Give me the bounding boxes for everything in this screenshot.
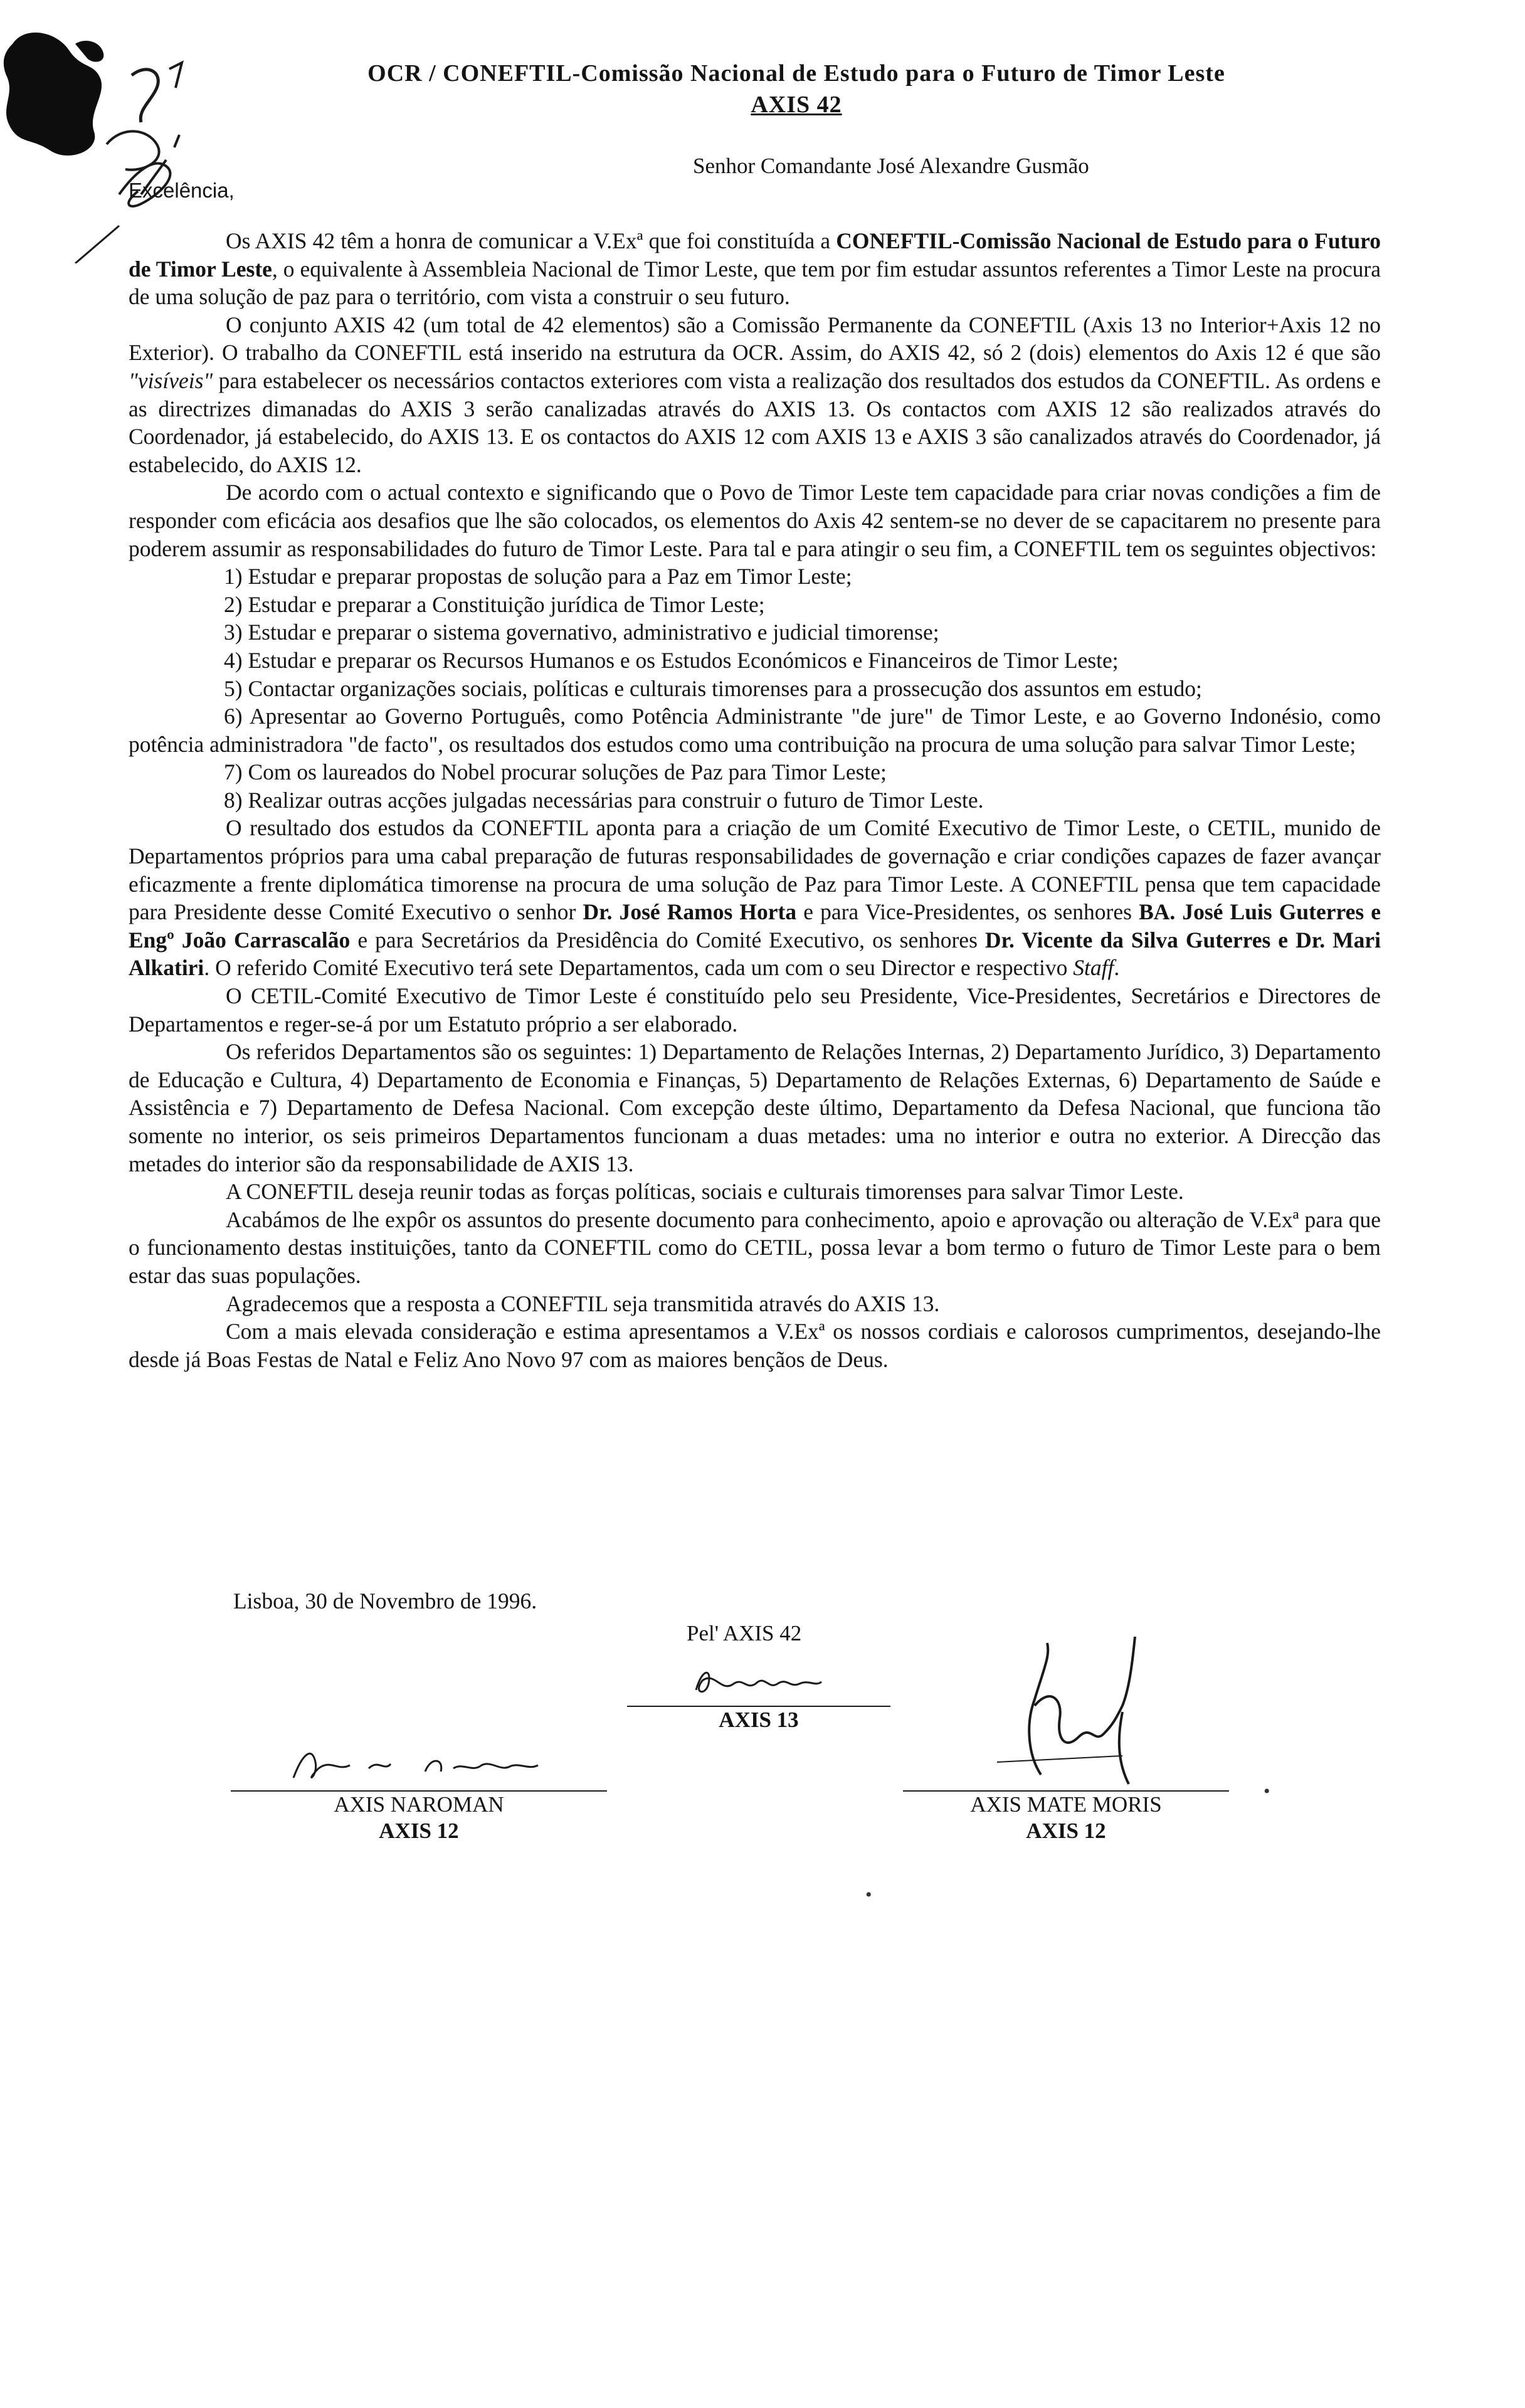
objective-item: 6) Apresentar ao Governo Português, como Potência Administrante "de jure" de Timor Leste, e ao Governo Indonésio, como potência administradora "de facto", os resultados dos estudos como uma contribuição na procura de uma solução para salvar Timor Leste; <box>129 704 1381 757</box>
signature-matemoris <box>890 1630 1242 1844</box>
letter-body <box>129 227 1381 1373</box>
paragraph-intro: Os AXIS 42 têm a honra de comunicar a V.Exª que foi constituída a CONEFTIL-Comissão Nacional de Estudo para o Futuro de Timor Leste, o equivalente à Assembleia Nacional de Timor Leste, que tem por fim estudar assuntos referentes a Timor Leste na procura de uma solução de paz para o território, com vista a construir o seu futuro. <box>129 228 1381 310</box>
objective-item: 8) Realizar outras acções julgadas necessárias para construir o futuro de Timor Leste. <box>224 787 984 813</box>
subtitle-line: AXIS 42 <box>751 92 842 118</box>
paragraph-departments: Os referidos Departamentos são os seguintes: 1) Departamento de Relações Internas, 2) Departamento Jurídico, 3) Departamento de Educação e Cultura, 4) Departamento de Economia e Finanças, 5) Departamento de Relações Externas, 6) Departamento de Saúde e Assistência e 7) Departamento de Defesa Nacional. Com excepção deste último, Departamento da Defesa Nacional, que funciona tão somente no interior, os seis primeiros Departamentos funcionam a duas metades: uma no interior e outra no exterior. A Direcção das metades do interior são da responsabilidade de AXIS 13. <box>129 1039 1381 1176</box>
objective-item: 3) Estudar e preparar o sistema governativo, administrativo e judicial timorense; <box>224 620 939 645</box>
objective-item: 7) Com os laureados do Nobel procurar soluções de Paz para Timor Leste; <box>224 759 887 785</box>
paragraph-reply: Agradecemos que a resposta a CONEFTIL seja transmitida através do AXIS 13. <box>226 1291 940 1316</box>
signature-role: AXIS 12 <box>1026 1819 1106 1843</box>
objective-item: 4) Estudar e preparar os Recursos Humanos e os Estudos Económicos e Financeiros de Timor Leste; <box>224 647 1119 673</box>
title-line: OCR / CONEFTIL-Comissão Nacional de Estudo para o Futuro de Timor Leste <box>367 60 1225 87</box>
paragraph-closing: Com a mais elevada consideração e estima apresentamos a V.Exª os nossos cordiais e calorosos cumprimentos, desejando-lhe desde já Boas Festas de Natal e Feliz Ano Novo 97 com as maiores bençãos de Deus. <box>129 1319 1381 1372</box>
speck-mark: • <box>1264 1781 1270 1802</box>
objective-item: 1) Estudar e preparar propostas de solução para a Paz em Timor Leste; <box>224 564 852 589</box>
signature-name: AXIS MATE MORIS <box>970 1792 1162 1817</box>
speck-mark: • <box>865 1884 872 1905</box>
signature-scribble <box>633 1656 884 1706</box>
place-date: Lisboa, 30 de Novembro de 1996. <box>233 1588 537 1613</box>
paragraph-cetil-composition: O CETIL-Comité Executivo de Timor Leste é constituído pelo seu Presidente, Vice-Presidentes, Secretários e Directores de Departamentos e reger-se-á por um Estatuto próprio a ser elaborado. <box>129 983 1381 1037</box>
paragraph-cetil: O resultado dos estudos da CONEFTIL aponta para a criação de um Comité Executivo de Timor Leste, o CETIL, munido de Departamentos próprios para uma cabal preparação de futuras responsabilidades de governação e criar condições capazes de fazer avançar eficazmente a frente diplomática timorense na procura de uma solução de Paz para Timor Leste. A CONEFTIL pensa que tem capacidade para Presidente desse Comité Executivo o senhor Dr. José Ramos Horta e para Vice-Presidentes, os senhores BA. José Luis Guterres e Engº João Carrascalão e para Secretários da Presidência do Comité Executivo, os senhores Dr. Vicente da Silva Guterres e Dr. Mari Alkatiri. O referido Comité Executivo terá sete Departamentos, cada um com o seu Director e respectivo Staff. <box>129 815 1381 981</box>
paragraph-axis42: O conjunto AXIS 42 (um total de 42 elementos) são a Comissão Permanente da CONEFTIL (Axis 13 no Interior+Axis 12 no Exterior). O trabalho da CONEFTIL está inserido na estrutura da OCR. Assim, do AXIS 42, só 2 (dois) elementos do Axis 12 é que são "visíveis" para estabelecer os necessários contactos exteriores com vista a realização dos resultados dos estudos da CONEFTIL. As ordens e as directrizes dimanadas do AXIS 3 serão canalizadas através do AXIS 13. Os contactos com AXIS 12 são realizados através do Coordenador, já estabelecido, do AXIS 13. E os contactos do AXIS 12 com AXIS 13 e AXIS 3 são canalizados através do Coordenador, já estabelecido, do AXIS 12. <box>129 312 1381 477</box>
signature-naroman <box>231 1734 607 1844</box>
paragraph-request: Acabámos de lhe expôr os assuntos do presente documento para conhecimento, apoio e aprovação ou alteração de V.Exª para que o funcionamento destas instituições, tanto da CONEFTIL como do CETIL, possa levar a bom termo o futuro de Timor Leste para o bem estar das suas populações. <box>129 1207 1381 1288</box>
addressee: Senhor Comandante José Alexandre Gusmão <box>693 154 1089 178</box>
document-title <box>238 58 1354 120</box>
signature-scribble <box>934 1630 1198 1790</box>
signature-role: AXIS 12 <box>379 1819 459 1843</box>
paragraph-context: De acordo com o actual contexto e significando que o Povo de Timor Leste tem capacidade para criar novas condições a fim de responder com eficácia aos desafios que lhe são colocados, os elementos do Axis 42 sentem-se no dever de se capacitarem no presente para poderem assumir as responsabilidades do futuro de Timor Leste. Para tal e para atingir o seu fim, a CONEFTIL tem os seguintes objectivos: <box>129 480 1381 561</box>
pel-label: Pel' AXIS 42 <box>687 1621 802 1645</box>
objective-item: 5) Contactar organizações sociais, políticas e culturais timorenses para a prossecução dos assuntos em estudo; <box>224 675 1202 701</box>
salutation: Excelência, <box>129 179 235 202</box>
signature-role: AXIS 13 <box>719 1708 799 1732</box>
objective-item: 2) Estudar e preparar a Constituição jurídica de Timor Leste; <box>224 591 765 617</box>
signature-scribble <box>243 1734 594 1790</box>
paragraph-unity: A CONEFTIL deseja reunir todas as forças políticas, sociais e culturais timorenses para salvar Timor Leste. <box>226 1179 1184 1205</box>
signature-name: AXIS NAROMAN <box>334 1792 504 1817</box>
